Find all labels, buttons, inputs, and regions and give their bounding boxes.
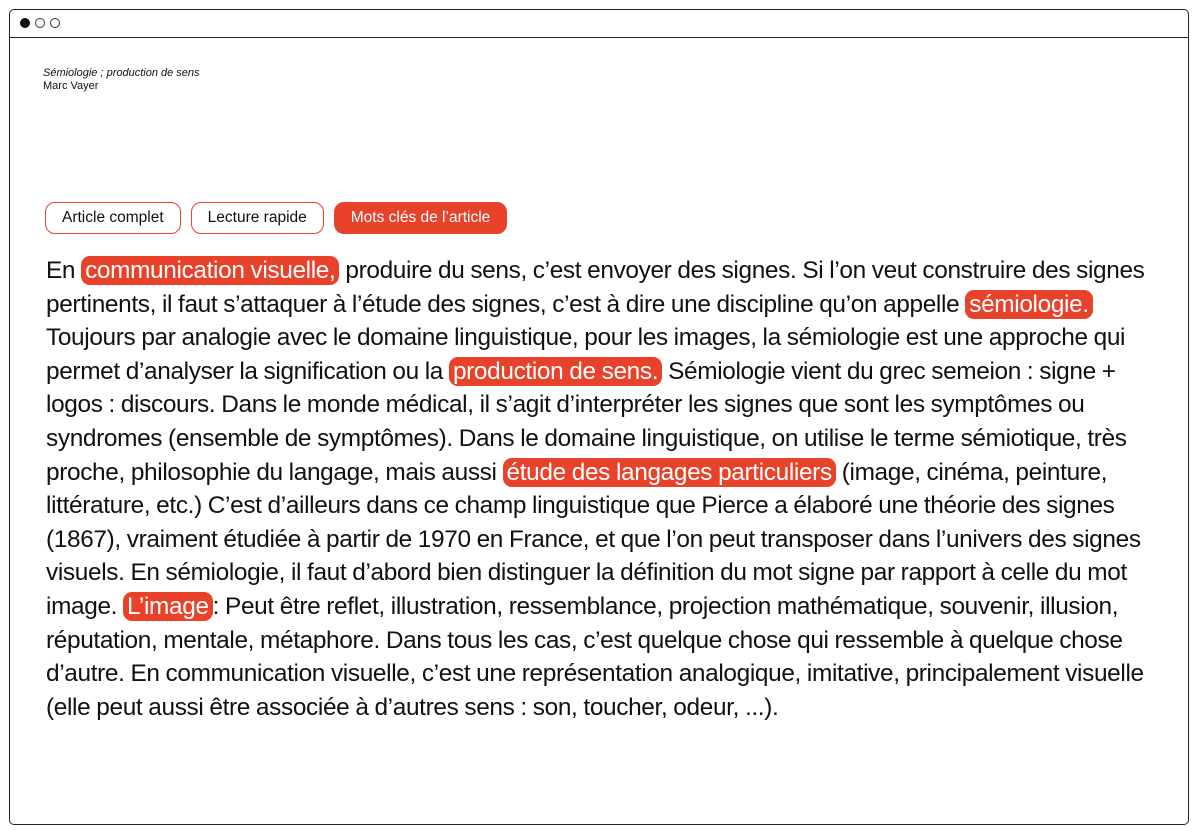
article-body xyxy=(46,254,1171,724)
keyword-highlight: communication visuelle, xyxy=(81,256,339,285)
tab-mots-cles[interactable]: Mots clés de l’article xyxy=(334,202,508,234)
article-text: (image, cinéma, peinture, littérature, etc.) C’est d’ailleurs dans ce champ linguistique que Pierce a élaboré une théorie des signes (1867), vraiment étudiée à partir de 1970 en France, et que l’on peut transposer dans l’univers des signes visuels. En sémiologie, il faut d’abord bien distinguer la définition du mot signe par rapport à celle du mot image. xyxy=(46,458,1141,620)
article-text: Toujours par analogie avec le domaine linguistique, pour les images, la sémiologie est une approche qui permet d’analyser la signification ou la xyxy=(46,324,1126,385)
article-author: Marc Vayer xyxy=(43,80,99,92)
browser-window xyxy=(9,9,1189,825)
tab-article-complet[interactable]: Article complet xyxy=(45,202,181,234)
article-text: En xyxy=(46,257,82,284)
window-titlebar xyxy=(10,10,1188,38)
article-title: Sémiologie ; production de sens xyxy=(43,67,200,79)
article-text: Sémiologie vient du grec semeion : signe + logos : discours. Dans le monde médical, il s’agit d’interpréter les signes que sont les symptômes ou syndromes (ensemble de symptômes). Dans le domaine linguistique, on utilise le terme sémiotique, très proche, philosophie du langage, mais aussi xyxy=(46,357,1127,486)
window-minimize-dot-icon[interactable] xyxy=(35,18,45,28)
tab-lecture-rapide[interactable]: Lecture rapide xyxy=(191,202,324,234)
keyword-highlight: étude des langages particuliers xyxy=(503,458,836,487)
article-meta xyxy=(43,67,200,93)
article-text: : Peut être reflet, illustration, ressemblance, projection mathématique, souvenir, illusion, réputation, mentale, métaphore. Dans tous les cas, c’est quelque chose qui ressemble à quelque chose d’autre. En communication visuelle, c’est une représentation analogique, imitative, principalement visuelle (elle peut aussi être associée à d’autres sens : son, toucher, odeur, ...). xyxy=(46,592,1144,721)
keyword-highlight: sémiologie. xyxy=(965,290,1093,319)
window-close-dot-icon[interactable] xyxy=(20,18,30,28)
article-text: produire du sens, c’est envoyer des signes. Si l’on veut construire des signes pertinents, il faut s’attaquer à l’étude des signes, c’est à dire une discipline qu’on appelle xyxy=(46,257,1145,318)
reading-mode-tabs xyxy=(45,202,507,234)
window-maximize-dot-icon[interactable] xyxy=(50,18,60,28)
keyword-highlight: L’image xyxy=(123,592,213,621)
keyword-highlight: production de sens. xyxy=(449,357,662,386)
